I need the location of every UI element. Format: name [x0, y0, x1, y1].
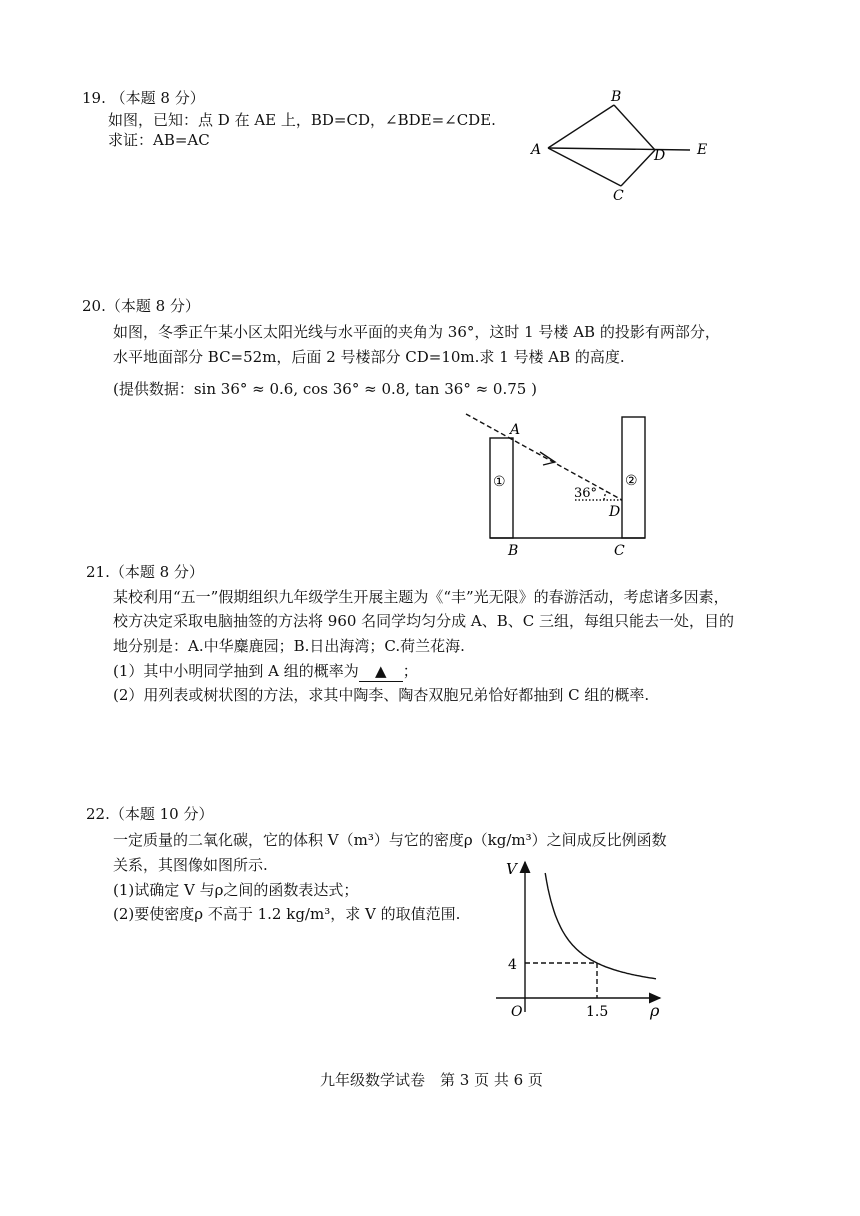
label-building-2: ② [625, 473, 638, 489]
label-building-1: ① [493, 474, 506, 490]
label-angle: 36° [574, 486, 598, 501]
q22-part2: (2)要使密度ρ 不高于 1.2 kg/m³，求 V 的取值范围. [113, 905, 461, 923]
label-a: A [531, 142, 542, 158]
y-tick-label: 4 [508, 957, 517, 973]
page-footer: 九年级数学试卷 第 3 页 共 6 页 [320, 1071, 543, 1089]
q22-line1: 一定质量的二氧化碳，它的体积 V（m³）与它的密度ρ（kg/m³）之间成反比例函数 [113, 831, 667, 849]
q19-header: 19. （本题 8 分） [82, 89, 205, 107]
q21-part1-end: ； [402, 662, 418, 680]
label-b: B [611, 89, 622, 105]
q20-line2: 水平地面部分 BC=52m，后面 2 号楼部分 CD=10m.求 1 号楼 AB 的高度. [113, 348, 625, 366]
x-tick-label: 1.5 [586, 1004, 609, 1020]
q22-line2: 关系，其图像如图所示. [113, 856, 268, 874]
label-e: E [697, 142, 708, 158]
q20-given-data: (提供数据：sin 36° ≈ 0.6, cos 36° ≈ 0.8, tan 36° ≈ 0.75 ) [113, 380, 537, 398]
y-axis-label: V [506, 860, 517, 878]
label-b: B [508, 543, 519, 559]
q21-part1-text: (1）其中小明同学抽到 A 组的概率为 [113, 662, 359, 680]
q21-part2: (2）用列表或树状图的方法，求其中陶李、陶杏双胞兄弟恰好都抽到 C 组的概率. [113, 686, 650, 704]
label-d: D [654, 148, 666, 164]
q21-line1: 某校利用“五一”假期组织九年级学生开展主题为《“丰”光无限》的春游活动，考虑诸多因素， [113, 588, 729, 606]
q20-header: 20.（本题 8 分） [82, 297, 200, 315]
label-c: C [614, 543, 625, 559]
label-d: D [609, 504, 621, 520]
label-a: A [510, 422, 521, 438]
answer-blank: ▲ [359, 661, 403, 682]
q20-line1: 如图，冬季正午某小区太阳光线与水平面的夹角为 36°，这时 1 号楼 AB 的投影有两部分， [113, 323, 720, 341]
x-axis-label: ρ [650, 1001, 660, 1020]
q21-header: 21.（本题 8 分） [86, 563, 204, 581]
q21-line2: 校方决定采取电脑抽签的方法将 960 名同学均匀分成 A、B、C 三组，每组只能去一处，目的 [113, 612, 735, 630]
q22-header: 22.（本题 10 分） [86, 805, 214, 823]
q22-part1: (1)试确定 V 与ρ之间的函数表达式； [113, 881, 359, 899]
q19-statement: 如图，已知：点 D 在 AE 上，BD=CD，∠BDE=∠CDE. [108, 111, 496, 129]
q19-prove: 求证：AB=AC [108, 131, 210, 149]
label-c: C [613, 188, 624, 204]
q21-line3: 地分别是：A.中华麋鹿园；B.日出海湾；C.荷兰花海. [113, 637, 465, 655]
origin-label: O [511, 1004, 523, 1020]
